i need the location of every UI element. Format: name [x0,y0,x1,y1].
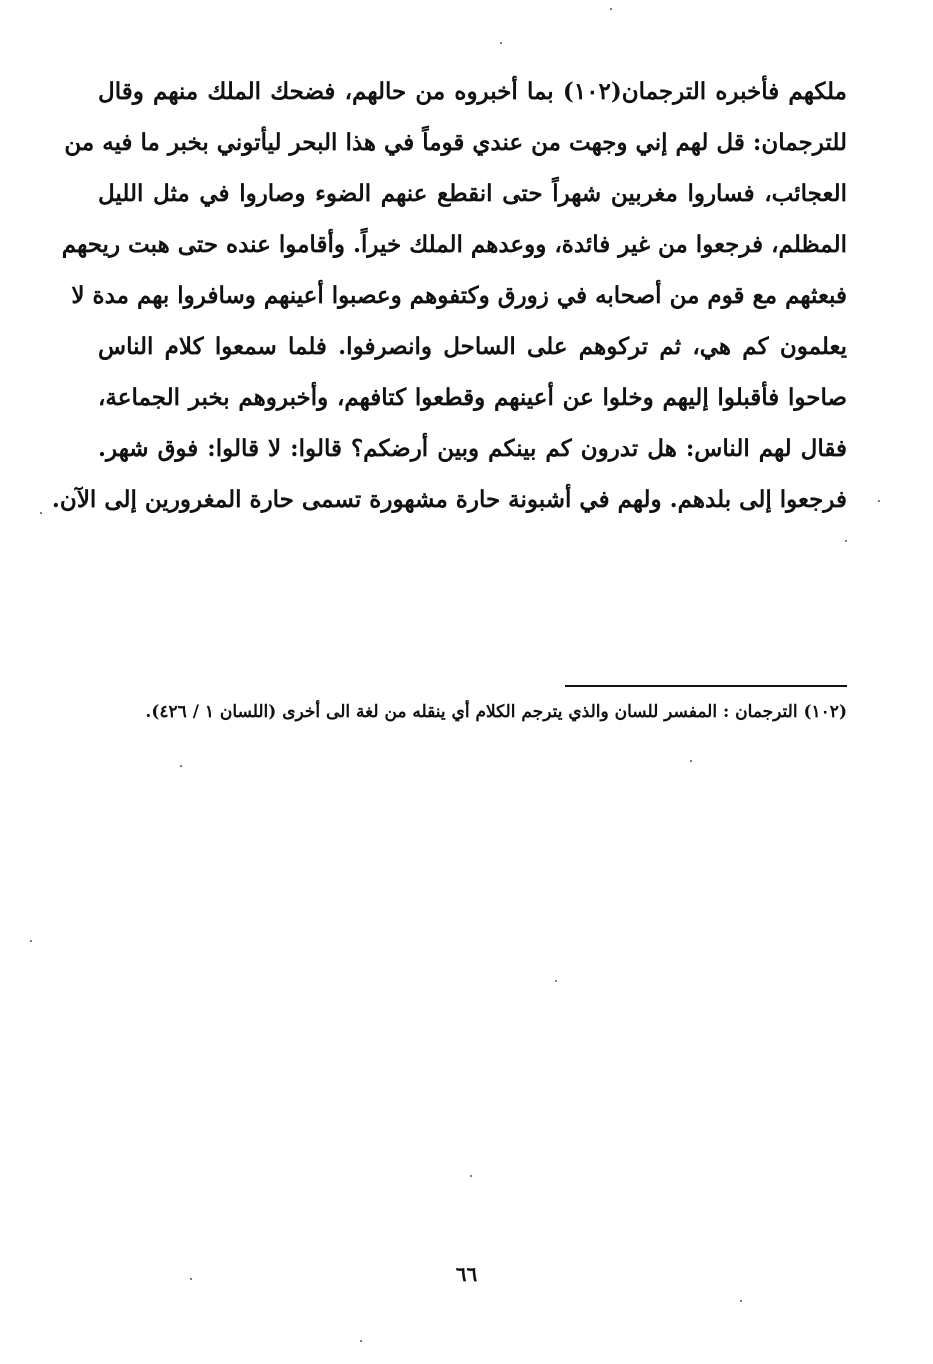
text-line: العجائب، فساروا مغربين شهراً حتى انقطع عنهم الضوء وصاروا في مثل الليل [98,180,847,207]
text-line: صاحوا فأقبلوا إليهم وخلوا عن أعينهم وقطعوا كتافهم، وأخبروهم بخبر الجماعة، [98,384,847,411]
scan-speck [555,980,557,982]
scan-speck [180,765,182,767]
footnote-divider [565,685,847,687]
scan-speck [40,512,42,514]
text-line: فرجعوا إلى بلدهم. ولهم في أشبونة حارة مشهورة تسمى حارة المغرورين إلى الآن. [51,486,847,513]
text-line: فبعثهم مع قوم من أصحابه في زورق وكتفوهم وعصبوا أعينهم وسافروا بهم مدة لا [71,282,847,309]
scan-speck [610,8,612,10]
page-number: ٦٦ [455,1262,478,1286]
text-line: فقال لهم الناس: هل تدرون كم بينكم وبين أرضكم؟ قالوا: لا قالوا: فوق شهر. [98,435,847,462]
scan-speck [470,1175,472,1177]
scan-speck [845,540,847,542]
scan-speck [500,42,502,44]
text-line: ملكهم فأخبره الترجمان(١٠٢) بما أخبروه من حالهم، فضحك الملك منهم وقال [98,78,847,105]
scan-speck [190,1278,192,1280]
scan-speck [878,500,880,502]
text-line: المظلم، فرجعوا من غير فائدة، ووعدهم الملك خيراً. وأقاموا عنده حتى هبت ريحهم [61,231,847,258]
main-text-block [51,66,847,525]
scan-speck [360,1340,362,1342]
scan-speck [740,1300,742,1302]
scan-speck [690,760,692,762]
text-line: للترجمان: قل لهم إني وجهت من عندي قوماً في هذا البحر ليأتوني بخبر ما فيه من [64,129,847,156]
text-line: يعلمون كم هي، ثم تركوهم على الساحل وانصرفوا. فلما سمعوا كلام الناس [98,333,847,360]
footnote: (١٠٢) الترجمان : المفسر للسان والذي يترجم الكلام أي ينقله من لغة الى أخرى (اللسان ١ / ٤٢٦). [145,702,847,722]
scan-speck [30,940,32,942]
